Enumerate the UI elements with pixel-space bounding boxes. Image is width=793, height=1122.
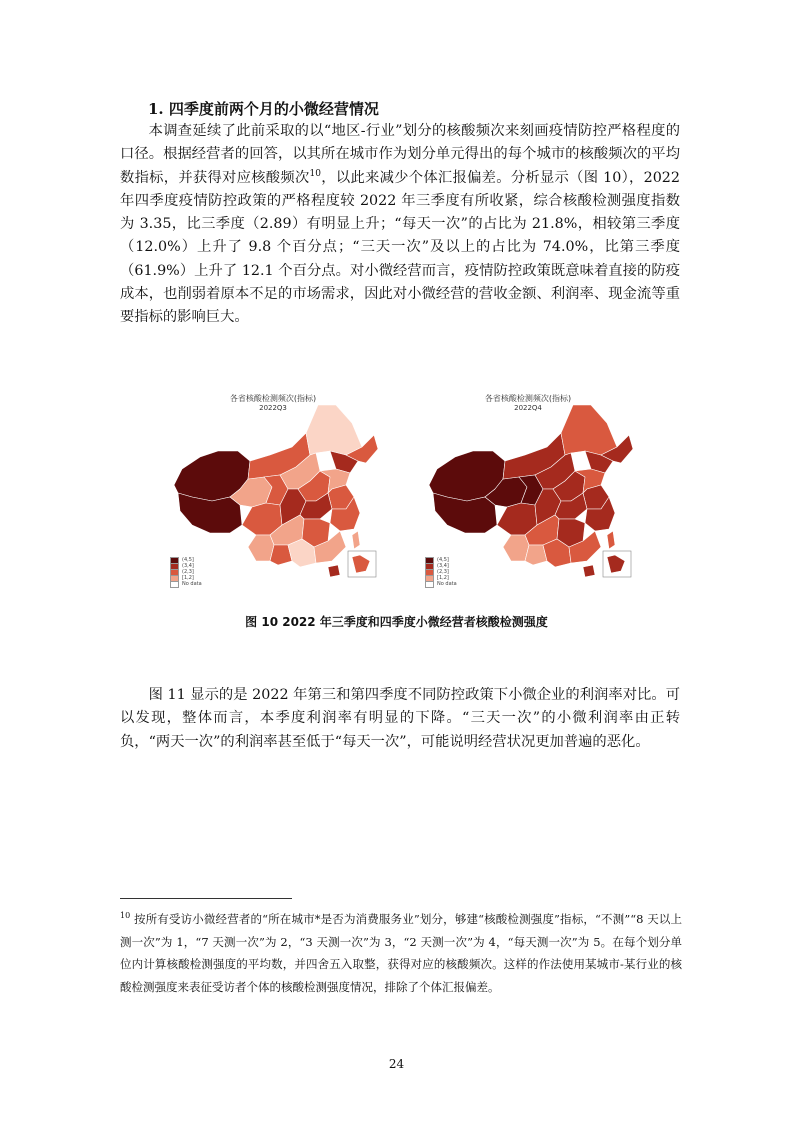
legend-swatch: [425, 581, 434, 588]
footnote-text: 按所有受访小微经营者的“所在城市*是否为消费服务业”划分，够建“核酸检测强度”指标，“不测”“8 天以上测一次”为 1，“7 天测一次”为 2，“3 天测一次”为 3，“2 天测一次”为 4，“每天测一次”为 5。在每个划分单位内计算核酸检测强度的平均数，并四舍五入取整，获得对应的核酸频次。这样的作法使用某城市-某行业的核酸检测强度来表征受访者个体的核酸检测强度情况，排除了个体汇报偏差。: [120, 912, 683, 994]
page-number: 24: [388, 1057, 405, 1071]
legend-label: (2,3]: [182, 569, 194, 575]
paragraph-profit-margin: 图 11 显示的是 2022 年第三和第四季度不同防控政策下小微企业的利润率对比。可以发现，整体而言，本季度利润率有明显的下降。“三天一次”的小微利润率由正转负，“两天一次”的利润率甚至低于“每天一次”，可能说明经营状况更加普遍的恶化。: [120, 687, 680, 750]
map-subtitle: 2022Q3: [259, 404, 287, 412]
footnote: [120, 908, 682, 998]
footnote-number: 10: [120, 911, 131, 921]
footnote-divider: [120, 898, 292, 899]
china-map-q4: [415, 385, 641, 595]
legend-label: (2,3]: [437, 569, 449, 575]
legend-label: (4,5]: [437, 557, 449, 563]
footnote-reference[interactable]: 10: [309, 168, 321, 179]
map-legend: [425, 557, 457, 587]
legend-label: [1,2]: [182, 575, 194, 581]
map-subtitle: 2022Q4: [514, 404, 542, 412]
legend-entry: [425, 581, 457, 587]
paragraph-text-a: 本调查延续了此前采取的以“地区-行业”划分的核酸频次来刻画疫情防控严格程度的口径。根据经营者的回答，以其所在城市作为划分单元得出的每个城市的核酸频次的平均数指标，并获得对应核酸频次: [120, 123, 680, 186]
legend-label: (3,4]: [437, 563, 449, 569]
legend-swatch: [170, 581, 179, 588]
figure-caption: 图 10 2022 年三季度和四季度小微经营者核酸检测强度: [245, 615, 548, 629]
paragraph-text-b: ，以此来减少个体汇报偏差。分析显示（图 10），2022 年四季度疫情防控政策的严格程度较 2022 年三季度有所收紧，综合核酸检测强度指数为 3.35，比三季度（2.89）有明显上升；“每天一次”的占比为 21.8%，相较第三季度（12.0%）上升了 9.8 个百分点；“三天一次”及以上的占比为 74.0%，比第三季度（61.9%）上升了 12.1 个百分点。对小微经营而言，疫情防控政策既意味着直接的防疫成本，也削弱着原本不足的市场需求，因此对小微经营的营收金额、利润率、现金流等重要指标的影响巨大。: [120, 169, 680, 326]
paragraph-nucleic-acid-frequency: [120, 120, 680, 330]
legend-label: No data: [437, 581, 457, 587]
map-title: 各省核酸检测频次(指标): [229, 394, 317, 403]
legend-label: (3,4]: [182, 563, 194, 569]
legend-label: [1,2]: [437, 575, 449, 581]
china-map-q3: [160, 385, 386, 595]
legend-label: (4,5]: [182, 557, 194, 563]
legend-label: No data: [182, 581, 202, 587]
map-legend: [170, 557, 202, 587]
section-heading: 1. 四季度前两个月的小微经营情况: [148, 100, 379, 118]
legend-entry: [170, 581, 202, 587]
figure-10: [160, 385, 640, 595]
map-title: 各省核酸检测频次(指标): [484, 394, 572, 403]
